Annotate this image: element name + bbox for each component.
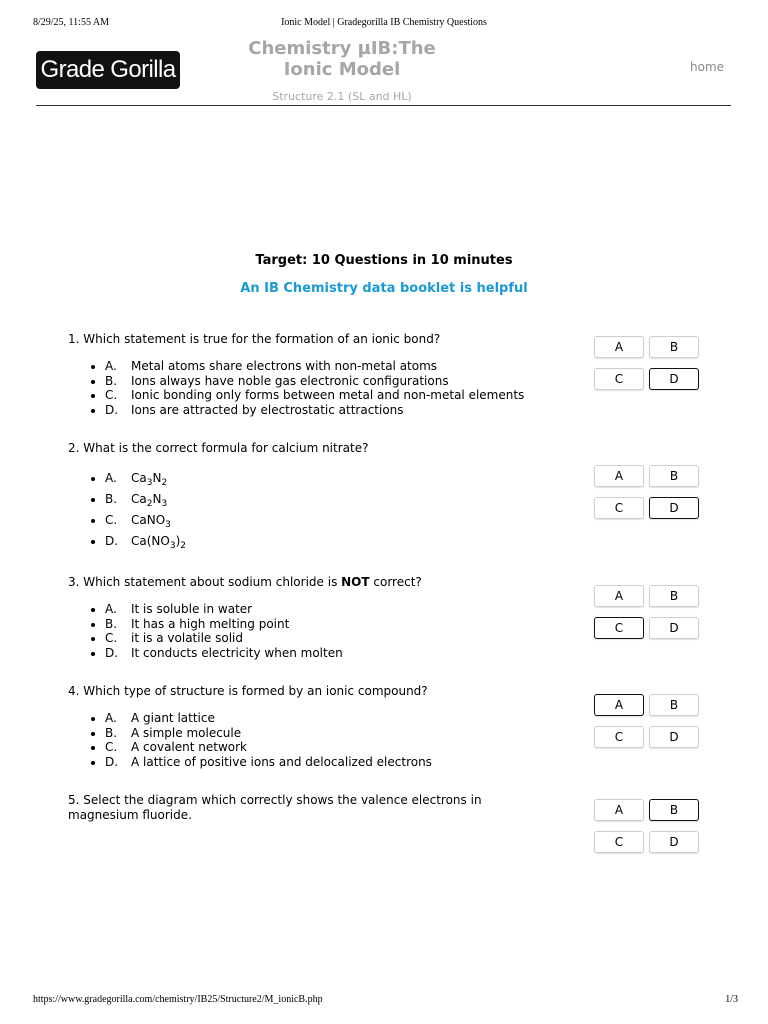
- answer-b-button[interactable]: B: [649, 694, 699, 716]
- option-b: • B. A simple molecule: [105, 726, 568, 741]
- option-c: • C. it is a volatile solid: [105, 631, 568, 646]
- option-c: • C. Ionic bonding only forms between metal and non-metal elements: [105, 388, 568, 403]
- answer-a-button[interactable]: A: [594, 465, 644, 487]
- emphasis-not: NOT: [341, 575, 370, 589]
- question-text: 1. Which statement is true for the formation of an ionic bond?: [68, 332, 441, 346]
- answer-c-button[interactable]: C: [594, 368, 644, 390]
- option-d: • D. A lattice of positive ions and delocalized electrons: [105, 755, 568, 770]
- option-b: • B. It has a high melting point: [105, 617, 568, 632]
- option-a: • A. A giant lattice: [105, 711, 568, 726]
- answer-a-button[interactable]: A: [594, 336, 644, 358]
- answer-a-button[interactable]: A: [594, 585, 644, 607]
- answer-c-button[interactable]: C: [594, 497, 644, 519]
- print-datetime: 8/29/25, 11:55 AM: [33, 17, 110, 28]
- print-url: https://www.gradegorilla.com/chemistry/IB25/Structure2/M_ionicB.php: [33, 994, 323, 1005]
- answer-c-button[interactable]: C: [594, 831, 644, 853]
- option-list: [68, 468, 568, 552]
- grade-gorilla-logo[interactable]: Grade Gorilla: [36, 51, 180, 89]
- option-d: • D. It conducts electricity when molten: [105, 646, 568, 661]
- question-text: 5. Select the diagram which correctly shows the valence electrons in magnesium fluoride.: [68, 793, 482, 822]
- answer-b-button[interactable]: B: [649, 465, 699, 487]
- question-2: [68, 441, 568, 552]
- answer-d-button[interactable]: D: [649, 617, 699, 639]
- question-4: [68, 684, 568, 769]
- answer-d-button[interactable]: D: [649, 831, 699, 853]
- print-page-number: 1/3: [725, 994, 738, 1005]
- option-c: • C. A covalent network: [105, 740, 568, 755]
- home-link[interactable]: home: [690, 60, 725, 74]
- answer-d-button[interactable]: D: [649, 726, 699, 748]
- option-a: • A. Metal atoms share electrons with non-metal atoms: [105, 359, 568, 374]
- option-d: • D. Ions are attracted by electrostatic attractions: [105, 403, 568, 418]
- answer-b-button[interactable]: B: [649, 336, 699, 358]
- question-1: [68, 332, 568, 417]
- answer-d-button[interactable]: D: [649, 497, 699, 519]
- option-a: • A. $Ca_3N_2$: [105, 468, 568, 489]
- question-text: 4. Which type of structure is formed by an ionic compound?: [68, 684, 428, 698]
- target-text: Target: 10 Questions in 10 minutes: [255, 253, 513, 268]
- answer-buttons-q3: [594, 585, 700, 641]
- answer-buttons-q5: [594, 799, 700, 855]
- answer-buttons-q2: [594, 465, 700, 521]
- question-5: [68, 793, 528, 823]
- question-text: 2. What is the correct formula for calcium nitrate?: [68, 441, 369, 455]
- header-divider: [36, 105, 731, 106]
- question-text: 3. Which statement about sodium chloride is NOT correct?: [68, 575, 422, 589]
- print-page-title: Ionic Model | Gradegorilla IB Chemistry Questions: [281, 17, 487, 28]
- page-subtitle: Structure 2.1 (SL and HL): [272, 90, 412, 103]
- option-a: • A. It is soluble in water: [105, 602, 568, 617]
- answer-b-button[interactable]: B: [649, 585, 699, 607]
- option-list: [68, 359, 568, 417]
- option-c: • C. CaNO$_3$: [105, 510, 568, 531]
- answer-c-button[interactable]: C: [594, 617, 644, 639]
- option-d: • D. $Ca(NO_3)_2$: [105, 531, 568, 552]
- answer-buttons-q4: [594, 694, 700, 750]
- answer-c-button[interactable]: C: [594, 726, 644, 748]
- option-list: [68, 602, 568, 660]
- page-title: Chemistry µIB:The Ionic Model: [248, 38, 436, 80]
- option-b: • B. Ions always have noble gas electronic configurations: [105, 374, 568, 389]
- answer-buttons-q1: [594, 336, 700, 392]
- answer-a-button[interactable]: A: [594, 799, 644, 821]
- booklet-note: An IB Chemistry data booklet is helpful: [240, 281, 528, 296]
- question-3: [68, 575, 568, 660]
- answer-d-button[interactable]: D: [649, 368, 699, 390]
- answer-a-button[interactable]: A: [594, 694, 644, 716]
- option-list: [68, 711, 568, 769]
- option-b: • B. $Ca_2N_3$: [105, 489, 568, 510]
- answer-b-button[interactable]: B: [649, 799, 699, 821]
